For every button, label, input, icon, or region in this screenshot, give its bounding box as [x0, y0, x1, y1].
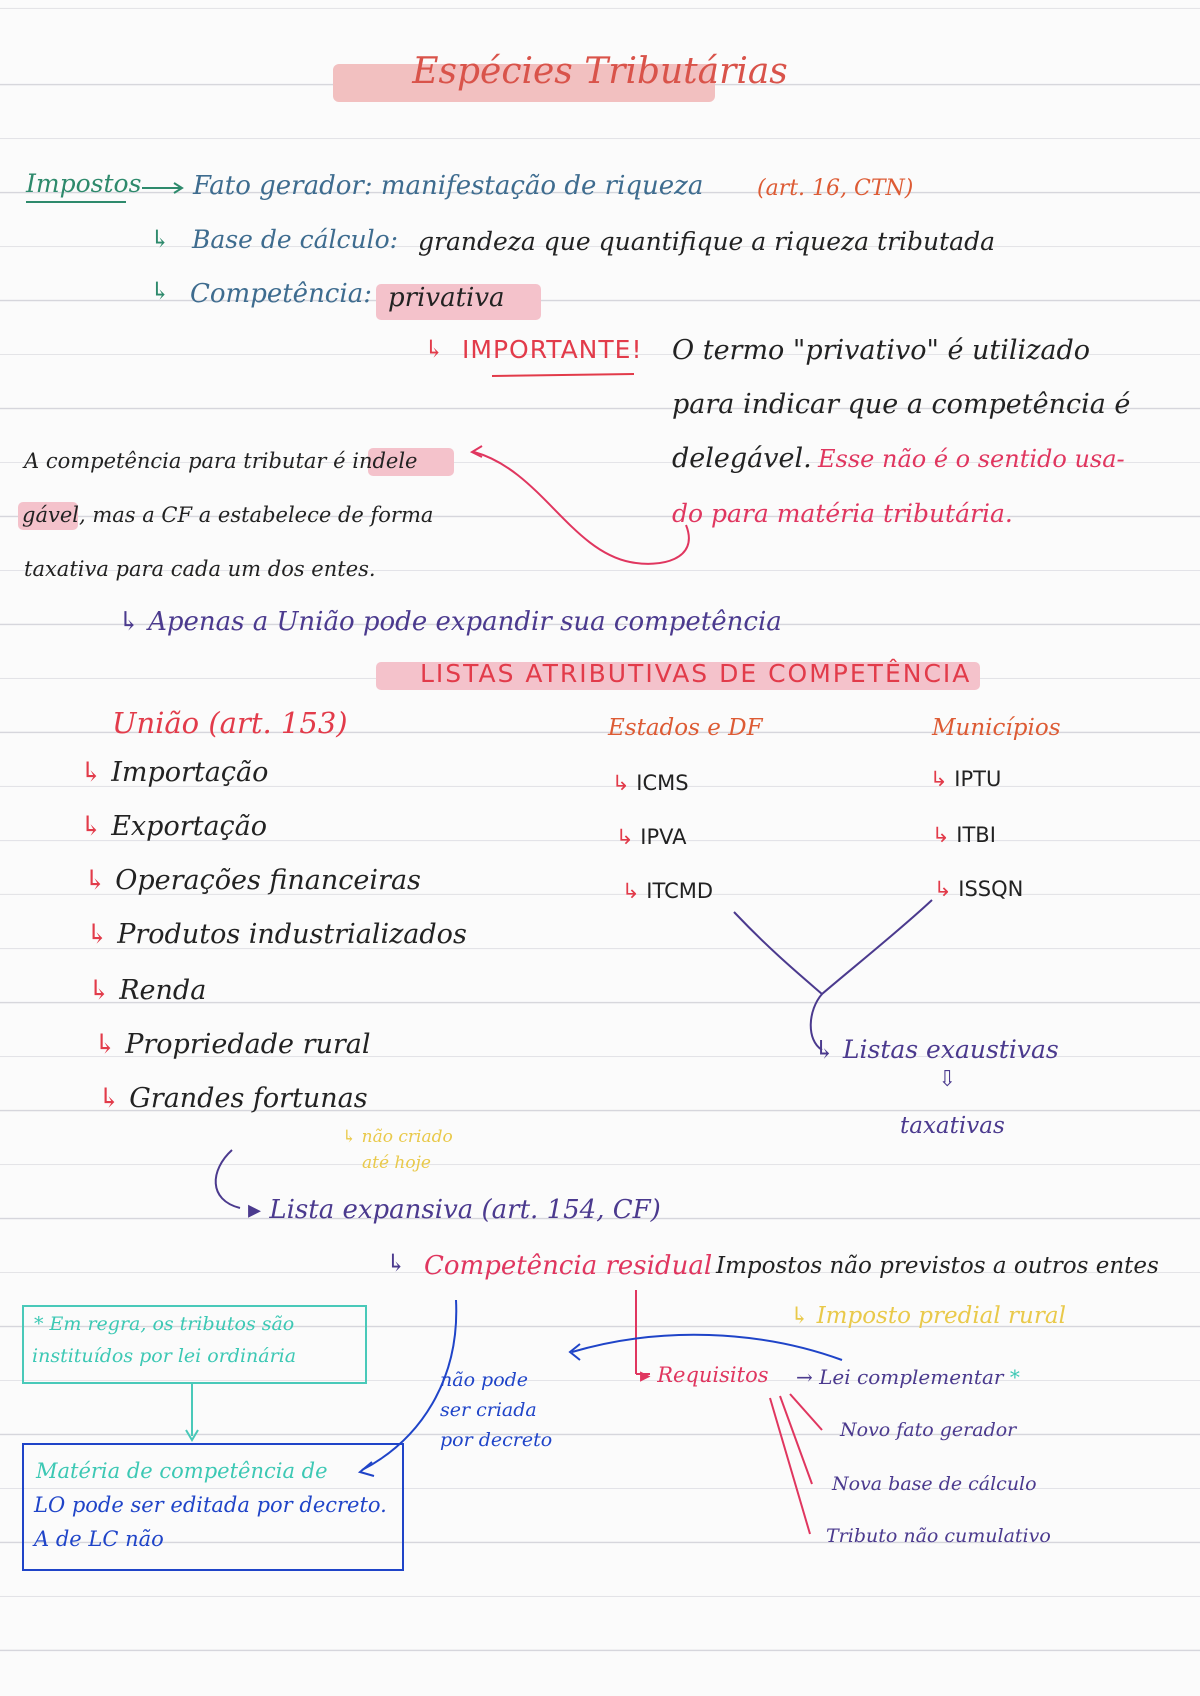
down-arrow-icon: ⇩	[938, 1067, 957, 1092]
branch-arrow: ↳	[622, 879, 647, 903]
branch-arrow: ↳	[80, 811, 112, 842]
regra-line-1: * Em regra, os tributos são	[34, 1313, 295, 1335]
connector-curve	[734, 900, 932, 994]
estados-item: ↳ IPVA	[616, 825, 687, 849]
municipios-item: ↳ ISSQN	[934, 877, 1024, 901]
requisitos-label: ▸ Requisitos	[640, 1363, 769, 1387]
connector-curve	[572, 1335, 842, 1360]
uniao-item: ↳ Propriedade rural	[94, 1029, 371, 1060]
importante-label: IMPORTANTE!	[462, 335, 643, 364]
decreto-line-3: por decreto	[440, 1429, 553, 1451]
estados-header: Estados e DF	[608, 715, 763, 741]
branch-arrow: ↳	[932, 823, 957, 847]
materia-line-1: Matéria de competência de	[36, 1459, 328, 1483]
nao-criado-line-2: até hoje	[362, 1153, 431, 1173]
connector-line	[780, 1396, 812, 1484]
residual-text: Impostos não previstos a outros entes	[716, 1253, 1159, 1279]
exaustivas-sub: taxativas	[900, 1113, 1005, 1139]
decreto-line-2: ser criada	[440, 1399, 537, 1421]
indelegavel-line-2: gável, mas a CF a estabelece de forma	[22, 503, 434, 527]
indelegavel-line-1: A competência para tributar é indele	[24, 449, 418, 473]
importante-line-3b: Esse não é o sentido usa-	[818, 445, 1125, 473]
branch-arrow: ↳	[94, 1029, 126, 1060]
arrowhead-icon	[472, 446, 482, 457]
residual-label: Competência residual	[424, 1251, 713, 1281]
connector-curve	[474, 452, 689, 564]
branch-arrow: ↳	[86, 919, 118, 950]
branch-arrow: ↳	[84, 865, 116, 896]
competencia-label: Competência:	[190, 279, 372, 309]
requisito-item: Novo fato gerador	[840, 1419, 1017, 1441]
municipios-header: Municípios	[932, 715, 1061, 741]
connector-curve	[216, 1150, 240, 1208]
importante-line-4: do para matéria tributária.	[672, 499, 1013, 528]
underline	[492, 374, 634, 376]
materia-line-2: LO pode ser editada por decreto.	[34, 1493, 387, 1517]
fato-gerador-text: Fato gerador: manifestação de riqueza	[193, 171, 704, 201]
uniao-item: ↳ Grandes fortunas	[98, 1083, 368, 1114]
materia-line-3: A de LC não	[34, 1527, 164, 1551]
expansiva-label: ▸ Lista expansiva (art. 154, CF)	[248, 1195, 661, 1225]
uniao-item: ↳ Operações financeiras	[84, 865, 421, 896]
estados-item: ↳ ICMS	[612, 771, 689, 795]
branch-arrow: ↳	[98, 1083, 130, 1114]
branch-arrow: ↳	[934, 877, 959, 901]
requisito-item: Tributo não cumulativo	[826, 1525, 1051, 1547]
listas-title: LISTAS ATRIBUTIVAS DE COMPETÊNCIA	[420, 659, 972, 688]
branch-arrow: ↳	[930, 767, 955, 791]
connector-curve	[811, 994, 822, 1050]
decreto-line-1: não pode	[440, 1369, 529, 1391]
branch-arrow: ↳	[386, 1249, 407, 1277]
branch-arrow: ↳	[150, 225, 171, 253]
branch-arrow: ↳	[80, 757, 112, 788]
indelegavel-line-3: taxativa para cada um dos entes.	[24, 557, 376, 581]
uniao-item: ↳ Exportação	[80, 811, 268, 842]
base-calculo-text: grandeza que quantifique a riqueza tributada	[418, 227, 995, 256]
predial-rural: ↳ Imposto predial rural	[790, 1303, 1066, 1329]
municipios-item: ↳ ITBI	[932, 823, 996, 847]
importante-line-1: O termo "privativo" é utilizado	[672, 335, 1091, 366]
estados-item: ↳ ITCMD	[622, 879, 714, 903]
branch-arrow: ↳	[424, 335, 445, 363]
importante-line-3a: delegável.	[672, 443, 812, 474]
uniao-item: ↳ Produtos industrializados	[86, 919, 467, 950]
regra-line-2: instituídos por lei ordinária	[32, 1345, 297, 1367]
uniao-item: ↳ Renda	[88, 975, 207, 1006]
uniao-item: ↳ Importação	[80, 757, 269, 788]
branch-arrow: ↳	[612, 771, 637, 795]
impostos-label: Impostos	[26, 169, 142, 198]
fato-gerador-ref: (art. 16, CTN)	[757, 176, 914, 201]
branch-arrow: ↳	[616, 825, 641, 849]
uniao-header: União (art. 153)	[112, 706, 348, 740]
uniao-expande-label: Apenas a União pode expandir sua competência	[148, 607, 782, 637]
competencia-value: privativa	[388, 283, 505, 313]
importante-line-2: para indicar que a competência é	[672, 389, 1131, 420]
base-calculo-label: Base de cálculo:	[192, 225, 399, 254]
connector-curve	[362, 1300, 456, 1470]
connector-line	[770, 1398, 810, 1534]
requisito-item: Nova base de cálculo	[832, 1473, 1037, 1495]
asterisk-icon: *	[1009, 1365, 1020, 1389]
municipios-item: ↳ IPTU	[930, 767, 1002, 791]
connector-line	[790, 1394, 822, 1430]
nao-criado-line-1: ↳ não criado	[342, 1127, 453, 1147]
uniao-expande-text: ↳ Apenas a União pode expandir sua competência	[118, 607, 782, 637]
lei-complementar: → Lei complementar *	[796, 1365, 1020, 1389]
branch-arrow: ↳	[88, 975, 120, 1006]
exaustivas-label: ↳ Listas exaustivas	[814, 1035, 1059, 1064]
page-title: Espécies Tributárias	[412, 51, 788, 92]
branch-arrow: ↳	[150, 277, 171, 305]
